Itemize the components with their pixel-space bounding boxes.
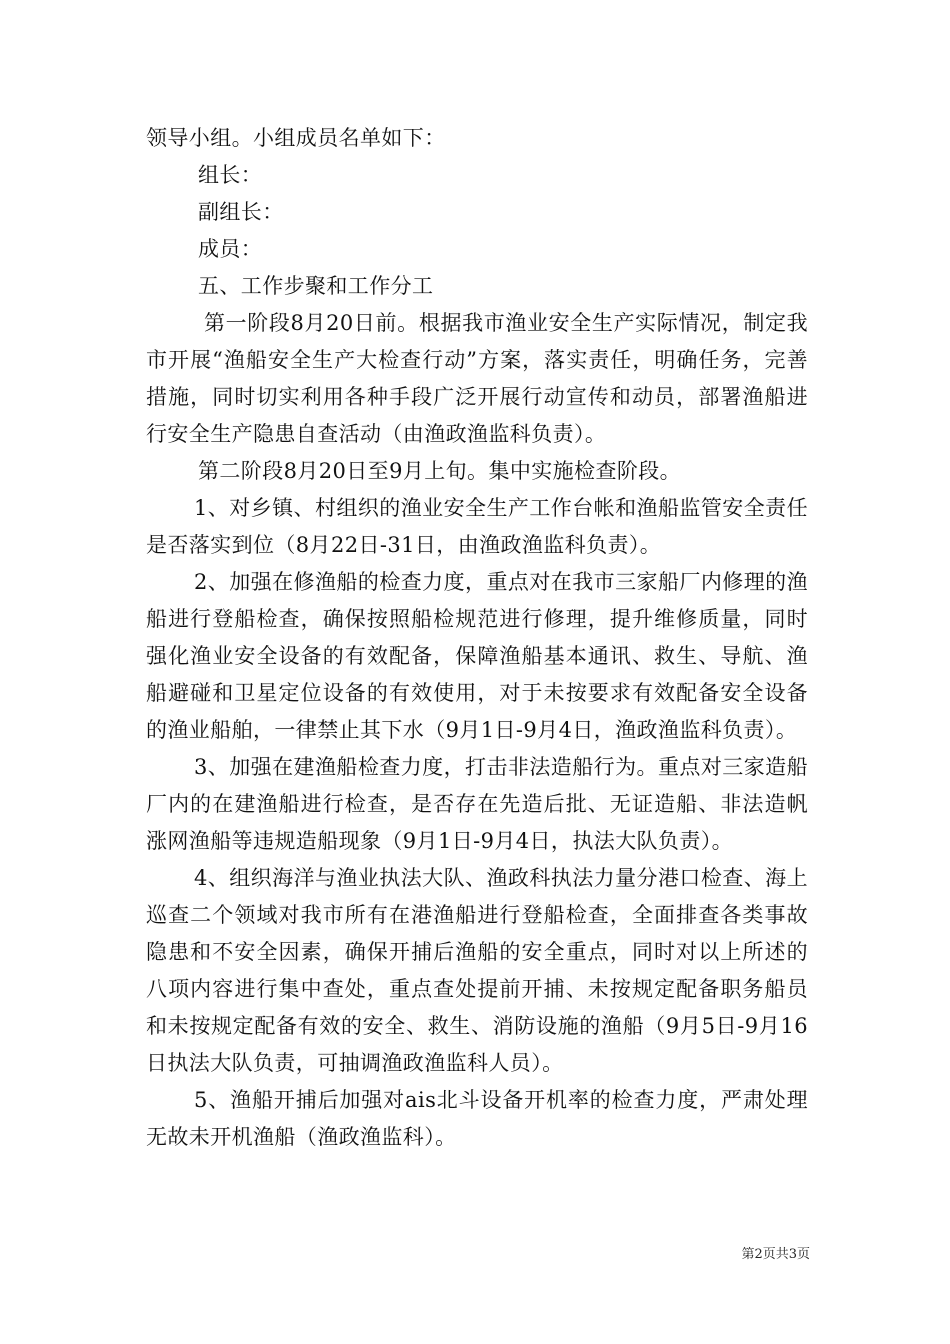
list-item-3: 3、加强在建渔船检查力度，打击非法造船行为。重点对三家造船厂内的在建渔船进行检查，是否存在先造后批、无证造船、非法造帆涨网渔船等违规造船现象（9月1日-9月4日，执法大队负责）。	[146, 755, 808, 853]
list-item-4: 4、组织海洋与渔业执法大队、渔政科执法力量分港口检查、海上巡查二个领域对我市所有在港渔船进行登船检查，全面排查各类事故隐患和不安全因素，确保开捕后渔船的安全重点，同时对以上所述的八项内容进行集中查处，重点查处提前开捕、未按规定配备职务船员和未按规定配备有效的安全、救生、消防设施的渔船（9月5日-9月16日执法大队负责，可抽调渔政渔监科人员）。	[146, 866, 808, 1075]
paragraph-leadership-group: 领导小组。小组成员名单如下：	[146, 126, 446, 150]
paragraph-group-leader: 组长：	[198, 163, 263, 187]
paragraph-deputy-leader: 副组长：	[198, 200, 284, 224]
list-item-5: 5、渔船开捕后加强对ais北斗设备开机率的检查力度，严肃处理无故未开机渔船（渔政渔监科）。	[146, 1088, 808, 1149]
paragraph-phase-one: 第一阶段8月20日前。根据我市渔业安全生产实际情况，制定我市开展“渔船安全生产大检查行动”方案，落实责任，明确任务，完善措施，同时切实利用各种手段广泛开展行动宣传和动员，部署渔船进行安全生产隐患自查活动（由渔政渔监科负责）。	[146, 311, 808, 446]
list-item-1: 1、对乡镇、村组织的渔业安全生产工作台帐和渔船监管安全责任是否落实到位（8月22日-31日，由渔政渔监科负责）。	[146, 496, 808, 557]
paragraph-members: 成员：	[198, 237, 263, 261]
document-body	[146, 120, 808, 1156]
page-number: 第2页共3页	[741, 1247, 810, 1262]
list-item-2: 2、加强在修渔船的检查力度，重点对在我市三家船厂内修理的渔船进行登船检查，确保按照船检规范进行修理，提升维修质量，同时强化渔业安全设备的有效配备，保障渔船基本通讯、救生、导航、渔船避碰和卫星定位设备的有效使用，对于未按要求有效配备安全设备的渔业船舶，一律禁止其下水（9月1日-9月4日，渔政渔监科负责）。	[146, 570, 808, 742]
section-heading-steps: 五、工作步聚和工作分工	[198, 274, 434, 298]
paragraph-phase-two: 第二阶段8月20日至9月上旬。集中实施检查阶段。	[198, 459, 682, 483]
